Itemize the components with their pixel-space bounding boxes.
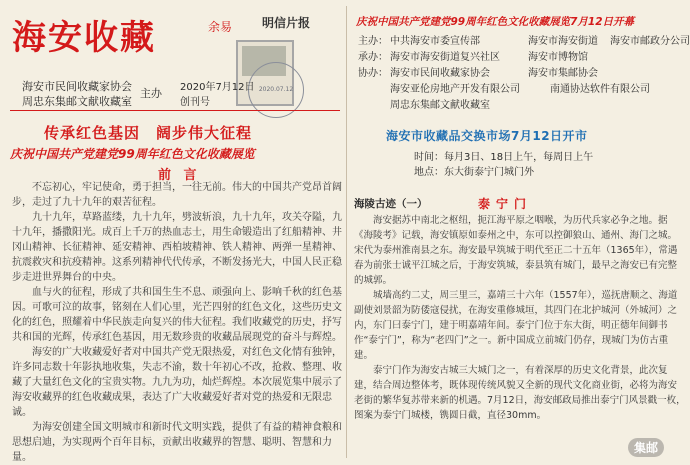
organizer-role: 承办： xyxy=(358,52,388,63)
market-title: 海安市收藏品交换市场7月12日开市 xyxy=(386,129,588,143)
slogan-heading: 传承红色基因 阔步伟大征程 xyxy=(44,124,253,142)
preface-paragraph: 海安的广大收藏爱好者对中国共产党无限热爱，对红色文化情有独钟，许多同志数十年影执地收集，失志不渝，数十年初心不改，抢救、整理、收藏了大量红色文化的宝贵实物。九九为功，灿烂辉煌。本次展览集中展示了海安收藏界的红色收藏成果，表达了广大收藏爱好者对党的热爱和无限忠诚。 xyxy=(12,347,342,418)
watermark-badge: 集邮 xyxy=(628,438,664,457)
organizer-name: 海安市博物馆 xyxy=(528,52,588,63)
organizer-name: 中共海安市委宣传部 xyxy=(390,36,480,47)
market-time: 时间：每月3日、18日上午，每周日上午 xyxy=(414,152,594,163)
masthead-title: 海安收藏 xyxy=(12,18,156,58)
market-place: 地点：东大街泰宁门城门外 xyxy=(414,167,534,178)
organizer-name: 海安市海安街道复兴社区 xyxy=(390,52,500,63)
gate-article xyxy=(354,213,686,423)
preface-body xyxy=(12,180,342,465)
exhibition-announcement: 庆祝中国共产党建党99周年红色文化收藏展览7月12日开幕 xyxy=(356,16,635,28)
issue-number: 创刊号 xyxy=(180,97,210,108)
organizer-row xyxy=(358,50,690,66)
header-rule xyxy=(10,110,340,111)
article-paragraph: 海安据苏中南北之枢纽，扼江海平原之咽喉，为历代兵家必争之地。据《海陵考》记载，海安镇原如泰州之中，东可以控御狼山、通州、海门之城。宋代为泰州淮南县之东。海安最早筑城于明代至正二十五年（1365年），常遇春为前张士诚平江城之后，于海安筑城，泰县筑有城门，最早之海安已有完整的城郭。 xyxy=(354,215,678,286)
organizer-role: 协办： xyxy=(358,68,388,79)
organizer-name: 周忠东集邮文献收藏室 xyxy=(390,100,490,111)
gate-heading: 泰宁门 xyxy=(478,197,533,211)
issue-date: 2020年7月12日 xyxy=(180,82,255,93)
event-title: 庆祝中国共产党建党99周年红色文化收藏展览 xyxy=(10,147,255,161)
organizer-name: 海安市民间收藏家协会 xyxy=(390,68,490,79)
article-paragraph: 泰宁门作为海安古城三大城门之一，有着深厚的历史文化背景，此次复建，结合周边整体考，既体现传统风貌又全新的现代文化商业街，必将为海安老街的繁华复苏带来新的机遇。7月12日，海安邮政局推出泰宁门风景戳一枚，图案为泰宁门城楼，镌圆日截，直径30mm。 xyxy=(354,365,686,421)
organizer-role: 主办： xyxy=(358,36,388,47)
preface-heading: 前 言 xyxy=(158,168,201,183)
preface-paragraph: 为海安创建全国文明城市和新时代文明实践，提供了有益的精神食粮和思想启迪，为实现两个百年目标，贡献出收藏界的智慧、聪明、智慧和力量。 xyxy=(12,422,342,463)
organizer-row xyxy=(358,34,690,50)
organizer-name: 海安亚伦房地产开发有限公司 xyxy=(390,84,520,95)
section-label: 海陵古迹（一） xyxy=(354,198,428,210)
organizer-row xyxy=(358,98,690,114)
calligraphy-signature: 余易 xyxy=(208,20,233,34)
postmark: 2020.07.12 xyxy=(248,62,304,118)
organizer-name: 海安市邮政分公司 xyxy=(610,36,690,47)
preface-paragraph: 血与火的征程，形成了共和国生生不息、顽强向上、影响千秋的红色基因。可歌可泣的故事，铭刻在人们心里，光芒四射的红色文化，这些历史文化的红色，照耀着中华民族走向复兴的伟大征程。我们收藏党的历史，抒写共和国的光辉，传承红色基因，用无数珍贵的收藏品展现党的奋斗与辉煌。 xyxy=(12,287,342,343)
preface-paragraph: 不忘初心，牢记使命，勇于担当，一往无前。伟大的中国共产党昂首阔步，走过了九十九年的艰苦征程。 xyxy=(12,182,342,208)
organizer-name: 海安市海安街道 xyxy=(528,36,598,47)
article-paragraph: 城墙高约二丈，周三里三，嘉靖三十六年（1557年），巡抚唐顺之、海道副使刘景韶为防倭寇侵扰，在海安重修城垣，其四门在北护城河（外城河）之内，东门曰泰宁门，建于明嘉靖年间。泰宁门位于东大街，明正德年间御书作“泰宁门”，称为“老四门”之一。新中国成立前城门仍存，现城门为仿古重建。 xyxy=(354,290,678,361)
postcard-label: 明信片报 xyxy=(262,16,311,30)
organizer-name: 海安市集邮协会 xyxy=(528,68,598,79)
organizer-name: 南通协达软件有限公司 xyxy=(550,84,650,95)
center-divider xyxy=(346,6,347,458)
organizer-row xyxy=(358,66,690,82)
org-line-2: 周忠东集邮文献收藏室 xyxy=(22,95,132,108)
organizer-list xyxy=(358,34,690,114)
host-label: 主办 xyxy=(140,87,162,100)
preface-paragraph: 九十九年，草路蓝缕，九十九年，劈波斩浪，九十九年，攻关夺隘，九十九年，播撒阳光。成百上千万的热血志士，用生命锻造出了红船精神、井冈山精神、长征精神、延安精神、西柏坡精神、铁人精神、两弹一星精神、抗震救灾和抗疫精神。这系列精神代代传承，不断发扬光大，中国人民正稳步走进世界舞台的中央。 xyxy=(12,212,342,283)
organizer-row xyxy=(358,82,690,98)
org-line-1: 海安市民间收藏家协会 xyxy=(22,80,132,93)
